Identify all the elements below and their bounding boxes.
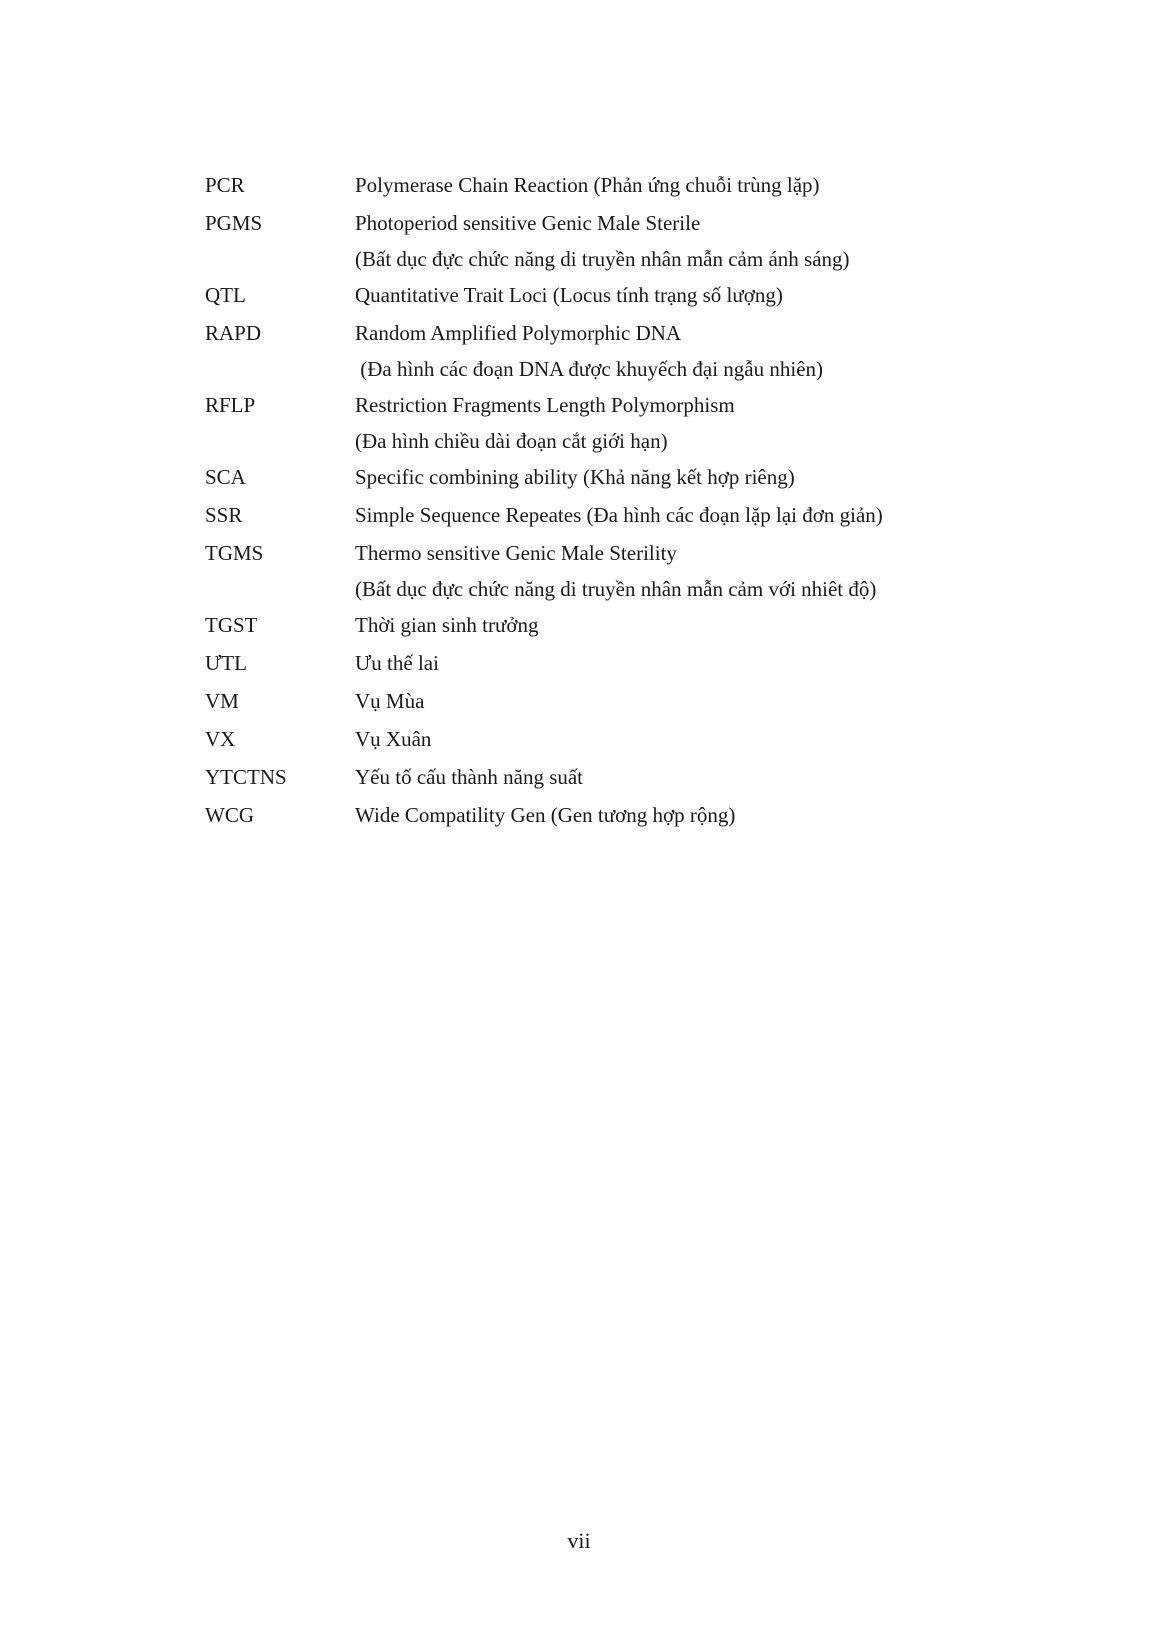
- definition-line: (Đa hình các đoạn DNA được khuyếch đại ngẫu nhiên): [355, 357, 824, 381]
- abbreviation-entry: [205, 458, 1005, 496]
- abbreviation-definition: [355, 386, 1005, 458]
- abbreviation-entry: [205, 644, 1005, 682]
- definition-line: Vụ Xuân: [355, 727, 432, 751]
- definition-line: Photoperiod sensitive Genic Male Sterile: [355, 211, 701, 235]
- abbreviation-entry: [205, 758, 1005, 796]
- abbreviation-entry: [205, 534, 1005, 606]
- abbreviation-entry: [205, 276, 1005, 314]
- abbreviation-term: QTL: [205, 283, 246, 307]
- definition-line: Quantitative Trait Loci (Locus tính trạng số lượng): [355, 283, 783, 307]
- definition-line: Specific combining ability (Khả năng kết hợp riêng): [355, 465, 795, 489]
- abbreviation-entry: [205, 386, 1005, 458]
- definition-line: Vụ Mùa: [355, 689, 425, 713]
- abbreviation-term: TGST: [205, 613, 258, 637]
- abbreviation-definition: [355, 796, 1005, 834]
- abbreviation-definition: [355, 720, 1005, 758]
- definition-line: Ưu thế lai: [355, 651, 439, 675]
- abbreviation-term: RAPD: [205, 321, 262, 345]
- abbreviation-definition: [355, 644, 1005, 682]
- abbreviation-definition: [355, 534, 1005, 606]
- definition-line: Yếu tố cấu thành năng suất: [355, 765, 584, 789]
- definition-line: Restriction Fragments Length Polymorphism: [355, 393, 735, 417]
- abbreviation-term: PCR: [205, 173, 245, 197]
- definition-line: Wide Compatility Gen (Gen tương hợp rộng): [355, 803, 736, 827]
- page-number: vii: [567, 1528, 591, 1553]
- abbreviation-list: [205, 166, 1005, 834]
- abbreviation-definition: [355, 166, 1005, 204]
- abbreviation-entry: [205, 314, 1005, 386]
- definition-line: (Đa hình chiều dài đoạn cắt giới hạn): [355, 429, 668, 453]
- definition-line: (Bất dục đực chức năng di truyền nhân mẫn cảm với nhiêt độ): [355, 577, 877, 601]
- abbreviation-term: VX: [205, 727, 236, 751]
- abbreviation-definition: [355, 204, 1005, 276]
- abbreviation-entry: [205, 796, 1005, 834]
- definition-line: Simple Sequence Repeates (Đa hình các đoạn lặp lại đơn giản): [355, 503, 883, 527]
- abbreviation-definition: [355, 682, 1005, 720]
- abbreviation-term: WCG: [205, 803, 254, 827]
- abbreviation-term: TGMS: [205, 541, 264, 565]
- abbreviation-term: SSR: [205, 503, 243, 527]
- abbreviation-entry: [205, 204, 1005, 276]
- abbreviation-definition: [355, 276, 1005, 314]
- definition-line: Thời gian sinh trưởng: [355, 613, 539, 637]
- abbreviation-definition: [355, 314, 1005, 386]
- abbreviation-definition: [355, 496, 1005, 534]
- abbreviation-term: RFLP: [205, 393, 256, 417]
- definition-line: Thermo sensitive Genic Male Sterility: [355, 541, 677, 565]
- abbreviation-entry: [205, 496, 1005, 534]
- abbreviation-definition: [355, 758, 1005, 796]
- abbreviation-entry: [205, 720, 1005, 758]
- abbreviation-term: YTCTNS: [205, 765, 287, 789]
- abbreviation-term: ƯTL: [205, 651, 247, 675]
- definition-line: Random Amplified Polymorphic DNA: [355, 321, 682, 345]
- abbreviation-entry: [205, 682, 1005, 720]
- definition-line: Polymerase Chain Reaction (Phản ứng chuỗi trùng lặp): [355, 173, 820, 197]
- abbreviation-entry: [205, 166, 1005, 204]
- abbreviation-entry: [205, 606, 1005, 644]
- abbreviation-term: SCA: [205, 465, 246, 489]
- abbreviation-term: PGMS: [205, 211, 263, 235]
- abbreviation-definition: [355, 606, 1005, 644]
- abbreviation-term: VM: [205, 689, 239, 713]
- abbreviation-definition: [355, 458, 1005, 496]
- definition-line: (Bất dục đực chức năng di truyền nhân mẫn cảm ánh sáng): [355, 247, 850, 271]
